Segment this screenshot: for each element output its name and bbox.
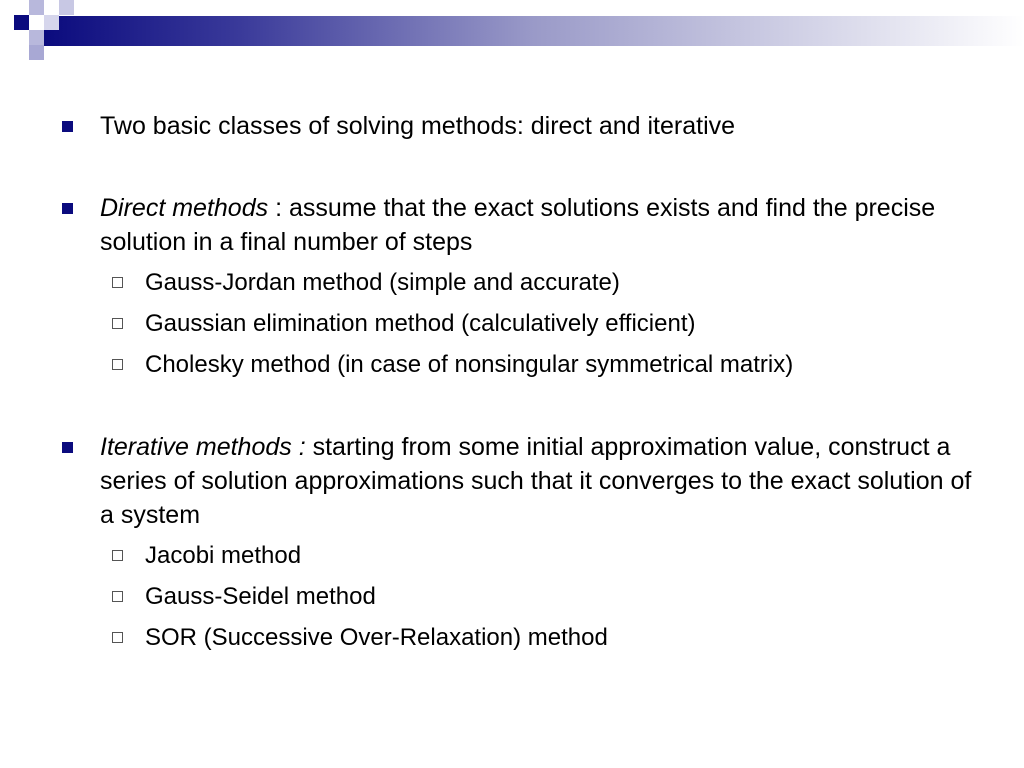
bullet-description: : assume that the exact solutions exists and find the precise solution in a final number of steps [100, 194, 936, 256]
sub-bullet-text: Gauss-Jordan method (simple and accurate) [145, 269, 620, 296]
square-bullet-icon [62, 203, 73, 214]
hollow-square-bullet-icon [112, 318, 123, 329]
bullet-text [100, 191, 980, 259]
bullet-term: Iterative methods : [100, 433, 306, 461]
sub-bullet-text: Cholesky method (in case of nonsingular symmetrical matrix) [145, 351, 794, 378]
bullet-term: Direct methods [100, 194, 269, 222]
hollow-square-bullet-icon [112, 632, 123, 643]
bullet-text [100, 430, 980, 532]
sub-bullet-text: Gaussian elimination method (calculatively efficient) [145, 310, 696, 337]
bullet-description: starting from some initial approximation value, construct a series of solution approximations such that it converges to the exact solution of a system [100, 433, 972, 529]
hollow-square-bullet-icon [112, 277, 123, 288]
sub-bullet-text: SOR (Successive Over-Relaxation) method [145, 624, 608, 651]
bullet-text: Two basic classes of solving methods: direct and iterative [100, 112, 736, 140]
square-bullet-icon [62, 121, 73, 132]
hollow-square-bullet-icon [112, 359, 123, 370]
hollow-square-bullet-icon [112, 591, 123, 602]
sub-bullet-text: Gauss-Seidel method [145, 583, 376, 610]
square-bullet-icon [62, 442, 73, 453]
hollow-square-bullet-icon [112, 550, 123, 561]
sub-bullet-text: Jacobi method [145, 542, 302, 569]
